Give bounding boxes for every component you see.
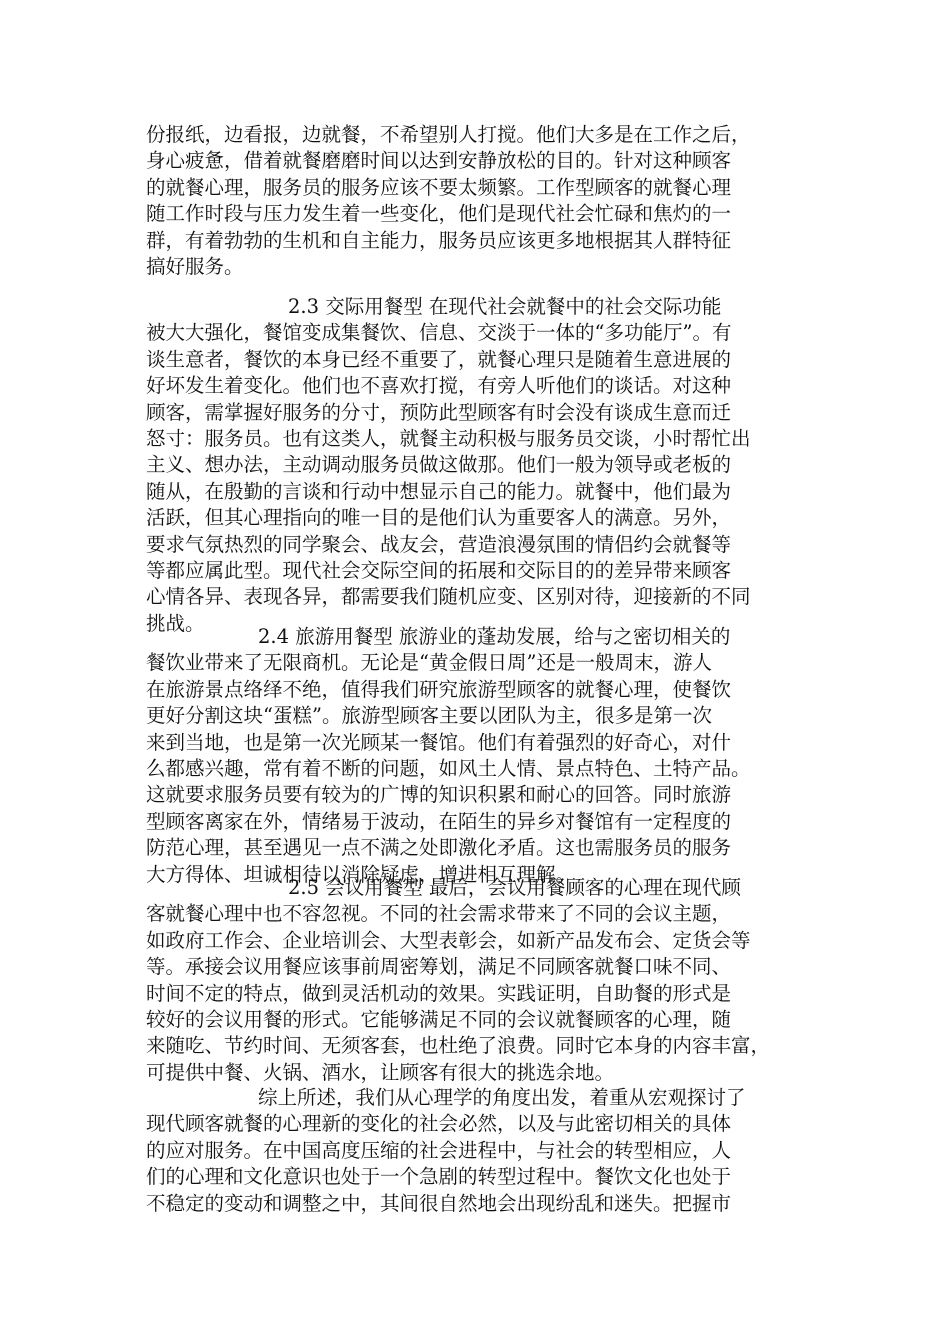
text-line: 现代顾客就餐的心理新的变化的社会必然，以及与此密切相关的具体	[146, 1112, 732, 1136]
text-line: 可提供中餐、火锅、酒水，让顾客有很大的挑选余地。	[146, 1060, 615, 1084]
text-line: 谈生意者，餐饮的本身已经不重要了，就餐心理只是随着生意进展的	[146, 347, 732, 371]
text-line: 更好分割这块“蛋糕”。旅游型顾客主要以团队为主，很多是第一次	[146, 704, 712, 728]
paragraph-customer-types	[146, 122, 826, 280]
text-line: 么都感兴趣，常有着不断的问题，如风土人情、景点特色、土特产品。	[146, 756, 751, 780]
text-line: 心情各异、表现各异，都需要我们随机应变、区别对待，迎接新的不同	[146, 585, 751, 609]
text-line: 挑战。	[146, 611, 205, 635]
text-line: 在旅游景点络绎不绝，值得我们研究旅游型顾客的就餐心理，使餐饮	[146, 677, 732, 701]
text-line: 怒寸：服务员。也有这类人，就餐主动积极与服务员交谈，小时帮忙出	[146, 426, 751, 450]
text-line: 顾客，需掌握好服务的分寸，预防此型顾客有时会没有谈成生意而迁	[146, 400, 732, 424]
text-line: 好坏发生着变化。他们也不喜欢打搅，有旁人听他们的谈话。对这种	[146, 374, 732, 398]
text-line: 不稳定的变动和调整之中，其间很自然地会出现纷乱和迷失。把握市	[146, 1191, 732, 1215]
text-line: 来到当地，也是第一次光顾某一餐馆。他们有着强烈的好奇心，对什	[146, 730, 732, 754]
text-line: 被大大强化，餐馆变成集餐饮、信息、交淡于一体的“多功能厅”。有	[146, 321, 732, 345]
text-line: 这就要求服务员要有较为的广博的知识积累和耐心的回答。同时旅游	[146, 783, 732, 807]
text-line: 来随吃、节约时间、无须客套，也杜绝了浪费。同时它本身的内容丰富，	[146, 1034, 771, 1058]
section-heading-line: 2.5 会议用餐型 最后，会议用餐顾客的心理在现代顾	[288, 876, 741, 899]
text-line: 等。承接会议用餐应该事前周密筹划，满足不同顾客就餐口味不同、	[146, 955, 732, 979]
paragraph-social-dining	[146, 294, 826, 637]
text-line: 群，有着勃勃的生机和自主能力，服务员应该更多地根据其人群特征	[146, 228, 732, 252]
paragraph-tourism-dining	[146, 624, 826, 888]
text-line: 客就餐心理中也不容忽视。不同的社会需求带来了不同的会议主题，	[146, 902, 732, 926]
text-line: 型顾客离家在外，情绪易于波动，在陌生的异乡对餐馆有一定程度的	[146, 809, 732, 833]
text-line: 较好的会议用餐的形式。它能够满足不同的会议就餐顾客的心理，随	[146, 1007, 732, 1031]
section-heading-line: 2.4 旅游用餐型 旅游业的蓬劫发展，给与之密切相关的	[258, 625, 731, 648]
text-line: 身心疲惫，借着就餐磨磨时间以达到安静放松的目的。针对这种顾客	[146, 149, 732, 173]
text-line: 们的心理和文化意识也处于一个急剧的转型过程中。餐饮文化也处于	[146, 1165, 732, 1189]
text-line: 防范心理，甚至遇见一点不满之处即激化矛盾。这也需服务员的服务	[146, 836, 732, 860]
text-line: 综上所述，我们从心理学的角度出发，着重从宏观探讨了	[258, 1086, 746, 1109]
text-line: 如政府工作会、企业培训会、大型表彰会，如新产品发布会、定货会等	[146, 928, 751, 952]
text-line: 主义、想办法，主动调动服务员做这做那。他们一般为领导或老板的	[146, 453, 732, 477]
text-line: 随从，在殷勤的言谈和行动中想显示自己的能力。就餐中，他们最为	[146, 479, 732, 503]
paragraph-conference-dining	[146, 875, 826, 1086]
text-line: 搞好服务。	[146, 254, 244, 278]
text-line: 随工作时段与压力发生着一些变化，他们是现代社会忙碌和焦灼的一	[146, 202, 732, 226]
text-line: 的就餐心理，服务员的服务应该不要太频繁。工作型顾客的就餐心理	[146, 175, 732, 199]
text-line: 活跃，但其心理指向的唯一目的是他们认为重要客人的满意。另外，	[146, 506, 732, 530]
section-heading-line: 2.3 交际用餐型 在现代社会就餐中的社会交际功能	[288, 295, 722, 318]
paragraph-conclusion	[146, 1085, 826, 1217]
text-line: 大方得体、坦诚相待以消除疑虑，增进相互理解。	[146, 862, 576, 886]
text-line: 要求气氛热烈的同学聚会、战友会，营造浪漫氛围的情侣约会就餐等	[146, 532, 732, 556]
text-line: 餐饮业带来了无限商机。无论是“黄金假日周”还是一般周末，游人	[146, 651, 712, 675]
text-line: 时间不定的特点，做到灵活机动的效果。实践证明，自助餐的形式是	[146, 981, 732, 1005]
text-line: 份报纸，边看报，边就餐，不希望别人打搅。他们大多是在工作之后，	[146, 123, 751, 146]
text-line: 等都应属此型。现代社会交际空间的拓展和交际目的的差异带来顾客	[146, 558, 732, 582]
text-line: 的应对服务。在中国高度压缩的社会进程中，与社会的转型相应，人	[146, 1138, 732, 1162]
